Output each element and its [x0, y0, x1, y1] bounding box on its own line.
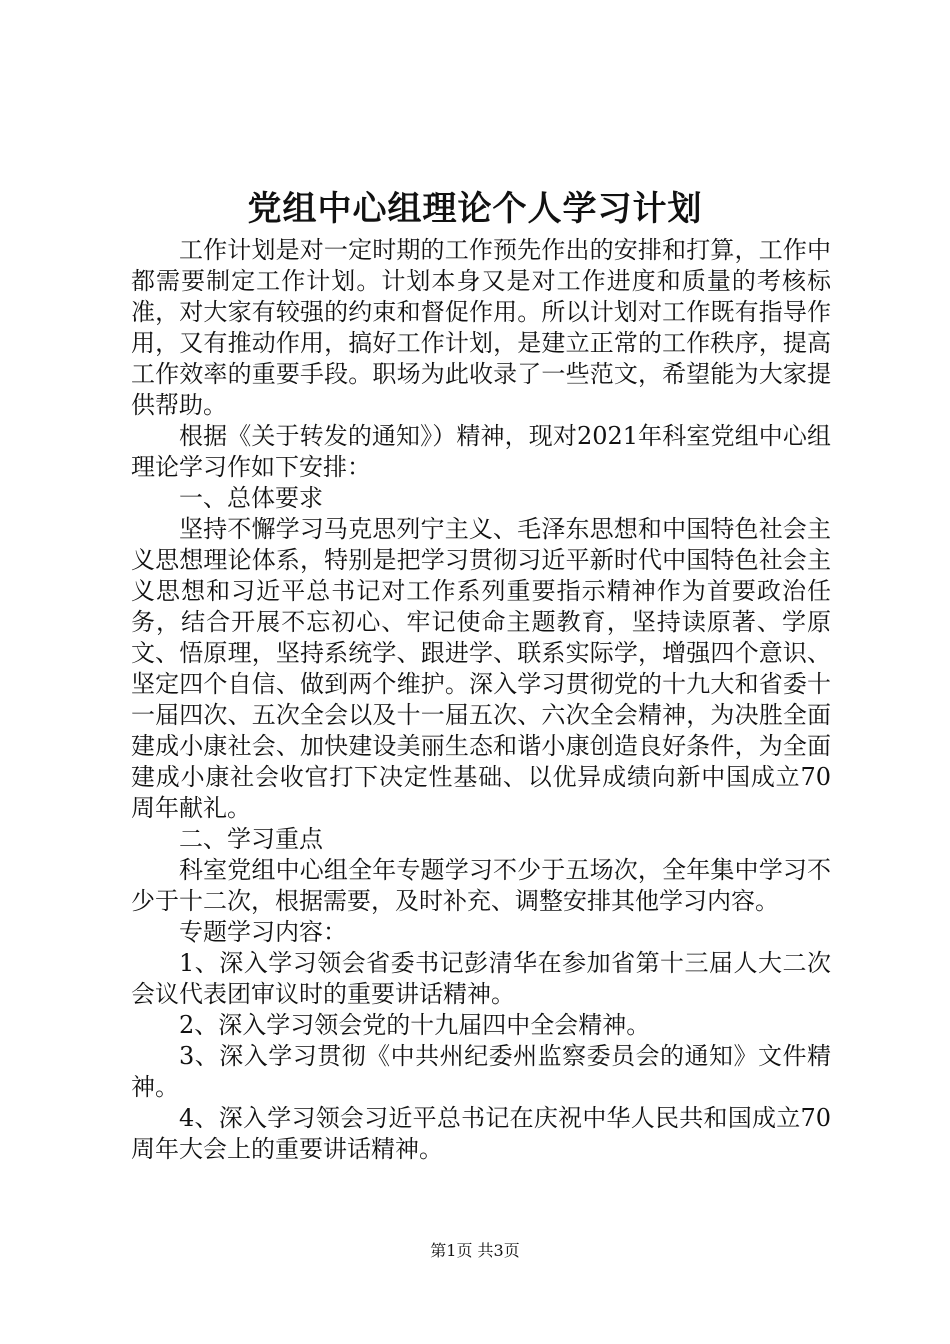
- section-heading-study-focus: 二、学习重点: [179, 825, 323, 853]
- paragraph-basis: 根据《关于转发的通知》）精神，现对2021年科室党组中心组理论学习作如下安排：: [131, 422, 831, 481]
- page-footer: 第1页 共3页: [430, 1241, 520, 1260]
- list-item-topic-2: 2、深入学习领会党的十九届四中全会精神。: [179, 1011, 651, 1039]
- document-body: [131, 235, 831, 1165]
- list-item-topic-4: 4、深入学习领会习近平总书记在庆祝中华人民共和国成立70周年大会上的重要讲话精神。: [131, 1104, 831, 1163]
- paragraph-general-requirements: 坚持不懈学习马克思列宁主义、毛泽东思想和中国特色社会主义思想理论体系，特别是把学习贯彻习近平新时代中国特色社会主义思想和习近平总书记对工作系列重要指示精神作为首要政治任务，结合开展不忘初心、牢记使命主题教育，坚持读原著、学原文、悟原理，坚持系统学、跟进学、联系实际学，增强四个意识、坚定四个自信、做到两个维护。深入学习贯彻党的十九大和省委十一届四次、五次全会以及十一届五次、六次全会精神，为决胜全面建成小康社会、加快建设美丽生态和谐小康创造良好条件，为全面建成小康社会收官打下决定性基础、以优异成绩向新中国成立70周年献礼。: [131, 515, 831, 822]
- list-item-topic-1: 1、深入学习领会省委书记彭清华在参加省第十三届人大二次会议代表团审议时的重要讲话精神。: [131, 949, 831, 1008]
- list-item-topic-3: 3、深入学习贯彻《中共州纪委州监察委员会的通知》文件精神。: [131, 1042, 831, 1101]
- paragraph-study-focus: 科室党组中心组全年专题学习不少于五场次，全年集中学习不少于十二次，根据需要，及时补充、调整安排其他学习内容。: [131, 856, 831, 915]
- subheading-topic-content: 专题学习内容：: [179, 918, 347, 946]
- paragraph-intro: 工作计划是对一定时期的工作预先作出的安排和打算，工作中都需要制定工作计划。计划本身又是对工作进度和质量的考核标准，对大家有较强的约束和督促作用。所以计划对工作既有指导作用，又有推动作用，搞好工作计划，是建立正常的工作秩序，提高工作效率的重要手段。职场为此收录了一些范文，希望能为大家提供帮助。: [131, 236, 831, 419]
- document-title: 党组中心组理论个人学习计划: [247, 189, 703, 229]
- section-heading-general-requirements: 一、总体要求: [179, 484, 323, 512]
